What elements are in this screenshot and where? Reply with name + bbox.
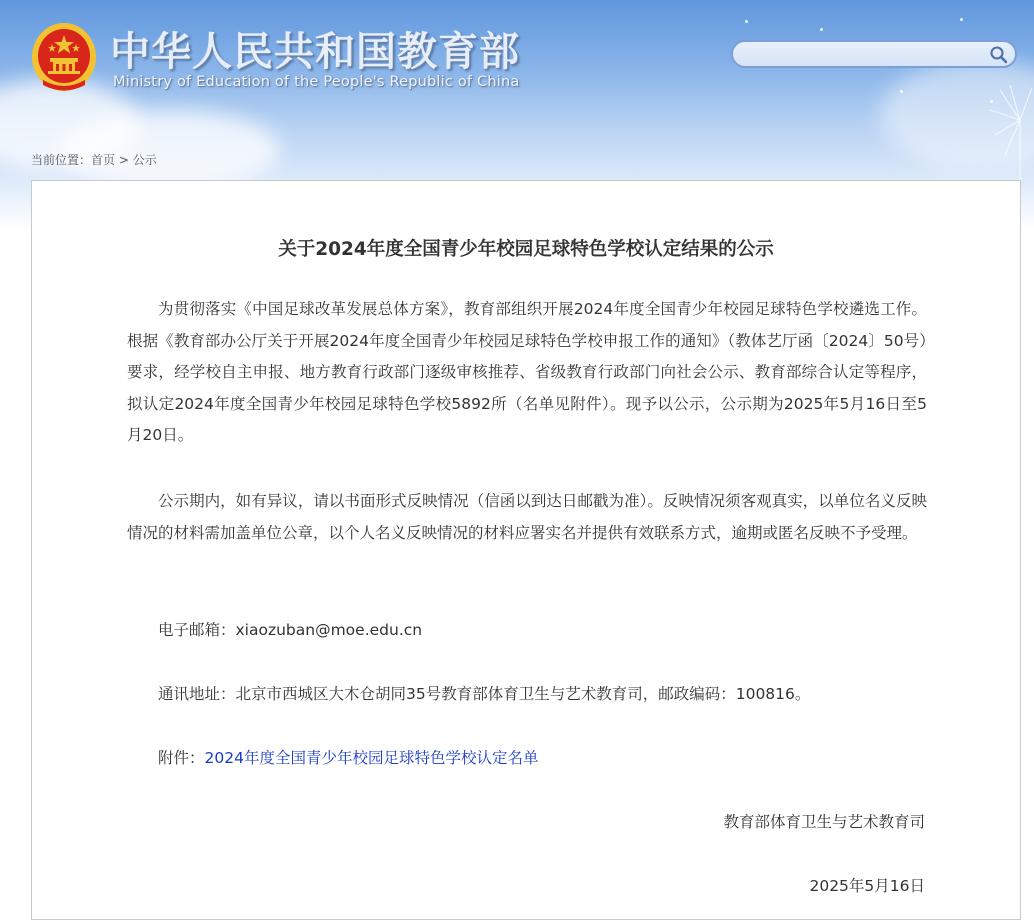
article-signature: 教育部体育卫生与艺术教育司 [723, 813, 925, 831]
article-container [31, 180, 1021, 920]
search-box [731, 40, 1017, 68]
article-paragraph-objection: 公示期内，如有异议，请以书面形式反映情况（信函以到达日邮戳为准）。反映情况须客观真实，以单位名义反映情况的材料需加盖单位公章，以个人名义反映情况的材料应署实名并提供有效联系方式，逾期或匿名反映不予受理。 [127, 492, 927, 542]
attachment-link[interactable]: 2024年度全国青少年校园足球特色学校认定名单 [204, 749, 539, 767]
breadcrumb-notice-link[interactable]: 公示 [132, 153, 157, 167]
search-input[interactable] [743, 45, 987, 65]
search-icon[interactable] [989, 45, 1009, 65]
article-paragraph-intro: 为贯彻落实《中国足球改革发展总体方案》，教育部组织开展2024年度全国青少年校园足球特色学校遴选工作。根据《教育部办公厅关于开展2024年度全国青少年校园足球特色学校申报工作的通知》（教体艺厅函〔2024〕50号）要求，经学校自主申报、地方教育行政部门逐级审核推荐、省级教育行政部门向社会公示、教育部综合认定等程序，拟认定2024年度全国青少年校园足球特色学校5892所（名单见附件）。现予以公示，公示期为2025年5月16日至5月20日。 [127, 300, 927, 444]
cloud-decoration [60, 110, 280, 190]
article-attachment [127, 743, 927, 775]
site-subtitle: Ministry of Education of the People's Republic of China [113, 74, 520, 90]
article-title: 关于2024年度全国青少年校园足球特色学校认定结果的公示 [278, 239, 774, 260]
breadcrumb-separator: > [115, 153, 133, 167]
sparkle-decoration [960, 18, 963, 21]
sparkle-decoration [820, 28, 823, 31]
article-date: 2025年5月16日 [809, 877, 925, 895]
national-emblem-logo [31, 22, 97, 92]
dandelion-decoration [960, 70, 1034, 190]
attachment-label: 附件： [158, 749, 205, 767]
article-email: 电子邮箱：xiaozuban@moe.edu.cn [158, 621, 423, 639]
breadcrumb [31, 151, 157, 168]
sparkle-decoration [745, 20, 748, 23]
site-title: 中华人民共和国教育部 [110, 29, 520, 75]
breadcrumb-home-link[interactable]: 首页 [91, 153, 116, 167]
breadcrumb-prefix: 当前位置： [31, 153, 92, 167]
sparkle-decoration [900, 90, 903, 93]
article-address: 通讯地址：北京市西城区大木仓胡同35号教育部体育卫生与艺术教育司，邮政编码：100816。 [158, 685, 811, 703]
